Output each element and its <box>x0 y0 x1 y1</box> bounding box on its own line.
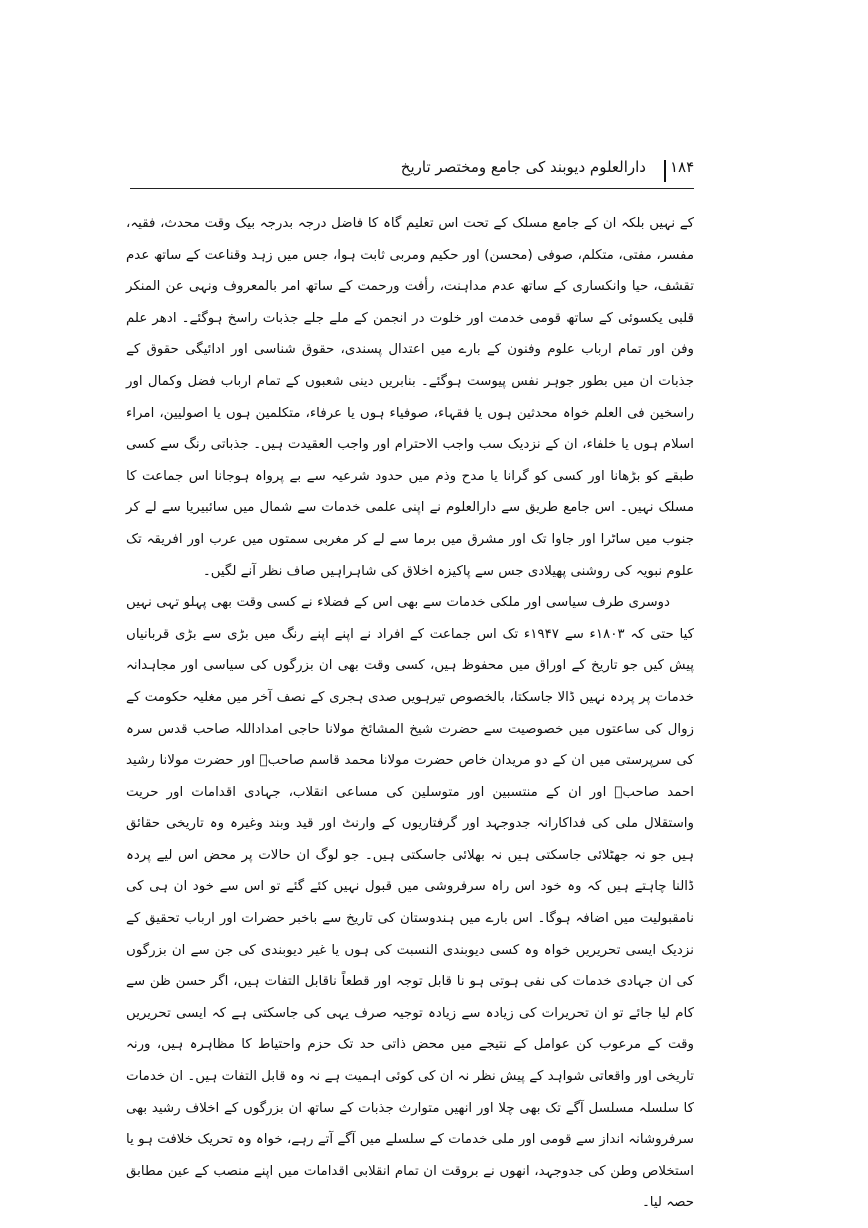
body-text <box>126 208 694 1219</box>
paragraph: کے نہیں بلکہ ان کے جامع مسلک کے تحت اس تعلیم گاہ کا فاضل درجہ بدرجہ بیک وقت محدث، فقیہ، مفسر، مفتی، متکلم، صوفی (محسن) اور حکیم ومربی ثابت ہوا، جس میں زہد وقناعت کے ساتھ عدم تقشف، حیا وانکساری کے ساتھ عدم مداہنت، رأفت ورحمت کے ساتھ امر بالمعروف ونہی عن المنکر قلبی یکسوئی کے ساتھ قومی خدمت اور خلوت در انجمن کے ملے جلے جذبات راسخ ہوگئے۔ ادھر علم وفن اور تمام ارباب علوم وفنون کے بارے میں اعتدال پسندی، حقوق شناسی اور ادائیگی حقوق کے جذبات ان میں بطور جوہر نفس پیوست ہوگئے۔ بنابریں دینی شعبوں کے تمام ارباب فضل وکمال اور راسخین فی العلم خواہ محدثین ہوں یا فقہاء، صوفیاء ہوں یا عرفاء، متکلمین ہوں یا اصولیین، امراء اسلام ہوں یا خلفاء، ان کے نزدیک سب واجب الاحترام اور واجب العقیدت ہیں۔ جذباتی رنگ سے کسی طبقے کو بڑھانا اور کسی کو گرانا یا مدح وذم میں حدود شرعیہ سے بے پرواہ ہوجانا اس جماعت کا مسلک نہیں۔ اس جامع طریق سے دارالعلوم نے اپنی علمی خدمات سے شمال میں سائبیریا سے لے کر جنوب میں ساٹرا اور جاوا تک اور مشرق میں برما سے لے کر مغربی سمتوں میں عرب اور افریقہ تک علوم نبویہ کی روشنی پھیلادی جس سے پاکیزہ اخلاق کی شاہراہیں صاف نظر آنے لگیں۔ <box>126 216 694 579</box>
paragraph: دوسری طرف سیاسی اور ملکی خدمات سے بھی اس کے فضلاء نے کسی وقت بھی پہلو تہی نہیں کیا حتی کہ ۱۸۰۳ء سے ۱۹۴۷ء تک اس جماعت کے افراد نے اپنے اپنے رنگ میں بڑی سے بڑی قربانیاں پیش کیں جو تاریخ کے اوراق میں محفوظ ہیں، کسی وقت بھی ان بزرگوں کی سیاسی اور مجاہدانہ خدمات پر پردہ نہیں ڈالا جاسکتا، بالخصوص تیرہویں صدی ہجری کے نصف آخر میں مغلیہ حکومت کے زوال کی ساعتوں میں خصوصیت سے حضرت شیخ المشائخ مولانا حاجی امداداللہ صاحب قدس سرہ کی سرپرستی میں ان کے دو مریدان خاص حضرت مولانا محمد قاسم صاحبؒ اور حضرت مولانا رشید احمد صاحبؒ اور ان کے منتسبین اور متوسلین کی مساعی انقلاب، جہادی اقدامات اور حریت واستقلال ملی کی فداکارانہ جدوجہد اور گرفتاریوں کے وارنٹ اور قید وبند وغیرہ وہ تاریخی حقائق ہیں جو نہ جھٹلائی جاسکتی ہیں نہ بھلائی جاسکتی ہیں۔ جو لوگ ان حالات پر محض اس لیے پردہ ڈالنا چاہتے ہیں کہ وہ خود اس راہ سرفروشی میں قبول نہیں کئے گئے تو اس سے خود ان ہی کی نامقبولیت میں اضافہ ہوگا۔ اس بارے میں ہندوستان کی تاریخ سے باخبر حضرات اور ارباب تحقیق کے نزدیک ایسی تحریریں خواہ وہ کسی دیوبندی النسبت کی ہوں یا غیر دیوبندی کی جن سے ان بزرگوں کی ان جہادی خدمات کی نفی ہوتی ہو نا قابل توجہ اور قطعاً ناقابل التفات ہیں، اگر حسن ظن سے کام لیا جائے تو ان تحریرات کی زیادہ سے زیادہ توجیہ صرف یہی کی جاسکتی ہے کہ ایسی تحریریں وقت کے مرعوب کن عوامل کے نتیجے میں محض ذاتی حد تک حزم واحتیاط کا مظاہرہ ہیں، ورنہ تاریخی اور واقعاتی شواہد کے پیش نظر نہ ان کی کوئی اہمیت ہے نہ وہ قابل التفات ہیں۔ ان خدمات کا سلسلہ مسلسل آگے تک بھی چلا اور انھیں متوارث جذبات کے ساتھ ان بزرگوں کے اخلاف رشید بھی سرفروشانہ انداز سے قومی اور ملی خدمات کے سلسلے میں آگے آتے رہے، خواہ وہ تحریک خلافت ہو یا استخلاص وطن کی جدوجہد، انھوں نے بروقت ان تمام انقلابی اقدامات میں اپنے منصب کے عین مطابق حصہ لیا۔ <box>126 595 694 1211</box>
header-separator <box>664 160 666 182</box>
header-rule <box>130 188 694 189</box>
book-title: دارالعلوم دیوبند کی جامع ومختصر تاریخ <box>400 158 646 176</box>
running-header <box>0 150 868 190</box>
page-number: ۱۸۴ <box>670 158 695 176</box>
